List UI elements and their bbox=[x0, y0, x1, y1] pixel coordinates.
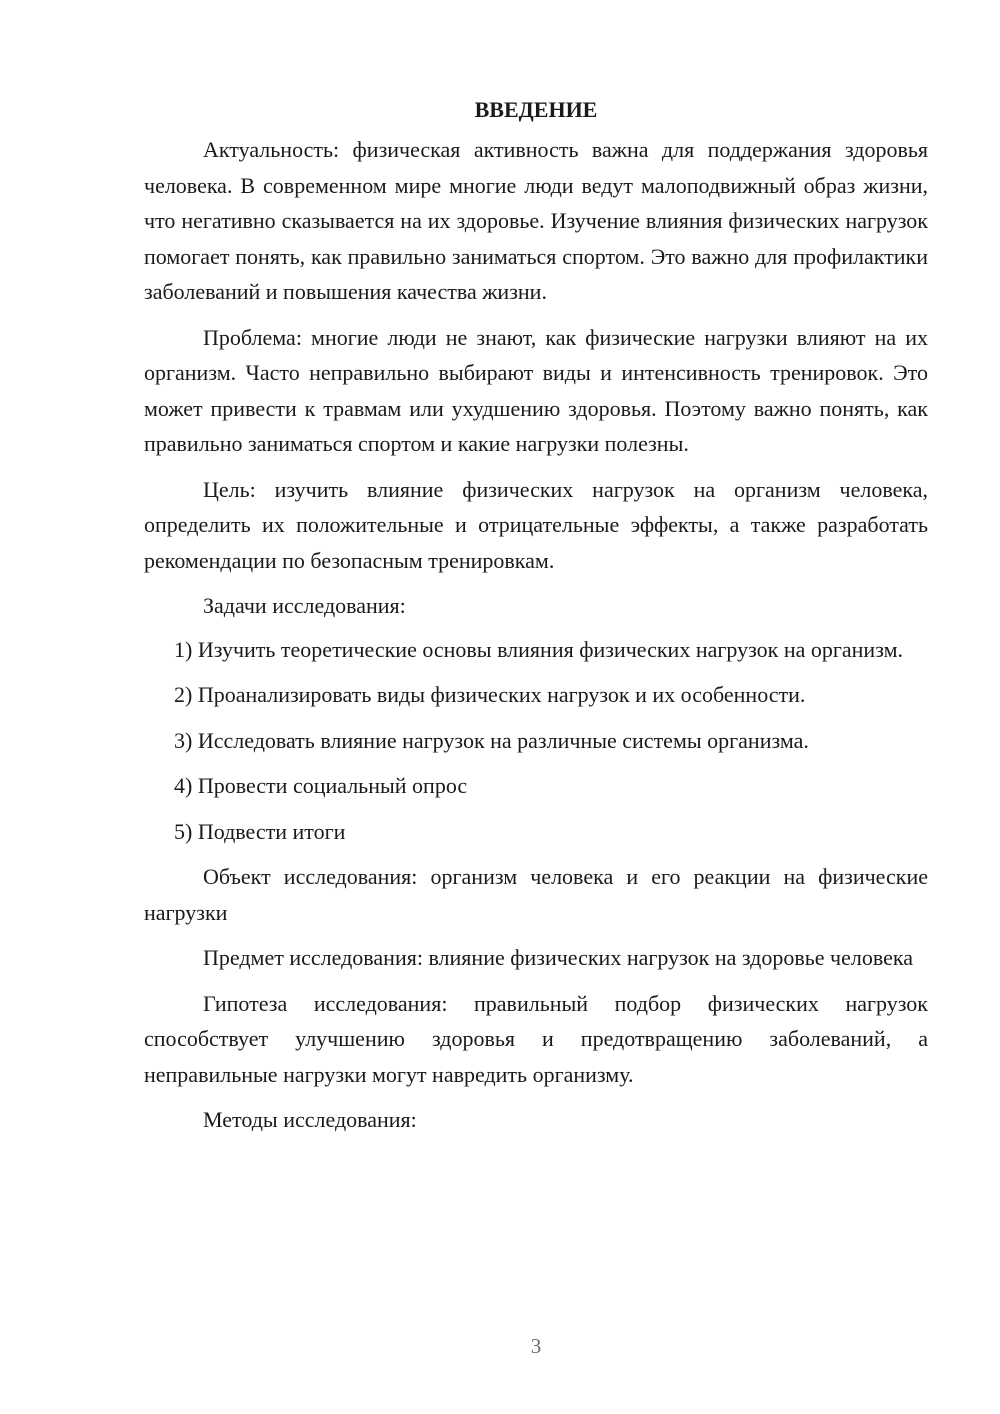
section-title: ВВЕДЕНИЕ bbox=[474, 97, 598, 122]
paragraph-problem: Проблема: многие люди не знают, как физические нагрузки влияют на их организм. Часто неправильно выбирают виды и интенсивность тренировок. Это может привести к травмам или ухудшению здоровья. Поэтому важно понять, как правильно заниматься спортом и какие нагрузки полезны. bbox=[144, 324, 928, 456]
tasks-heading: Задачи исследования: bbox=[203, 593, 406, 618]
page-number: 3 bbox=[530, 1334, 542, 1358]
task-item-3: 3) Исследовать влияние нагрузок на различные системы организма. bbox=[174, 727, 809, 753]
paragraph-methods: Методы исследования: bbox=[203, 1107, 417, 1132]
paragraph-subject: Предмет исследования: влияние физических нагрузок на здоровье человека bbox=[203, 945, 914, 970]
task-item-5: 5) Подвести итоги bbox=[174, 818, 346, 844]
paragraph-hypothesis: Гипотеза исследования: правильный подбор физических нагрузок способствует улучшению здоровья и предотвращению заболеваний, а неправильные нагрузки могут навредить организму. bbox=[144, 990, 928, 1087]
paragraph-goal: Цель: изучить влияние физических нагрузок на организм человека, определить их положительные и отрицательные эффекты, а также разработать рекомендации по безопасным тренировкам. bbox=[144, 476, 928, 573]
paragraph-relevance: Актуальность: физическая активность важна для поддержания здоровья человека. В современном мире многие люди ведут малоподвижный образ жизни, что негативно сказывается на их здоровье. Изучение влияния физических нагрузок помогает понять, как правильно заниматься спортом. Это важно для профилактики заболеваний и повышения качества жизни. bbox=[144, 137, 928, 304]
paragraph-object: Объект исследования: организм человека и его реакции на физические нагрузки bbox=[144, 864, 928, 925]
task-item-2: 2) Проанализировать виды физических нагрузок и их особенности. bbox=[174, 682, 806, 707]
document-page bbox=[144, 92, 928, 1138]
task-item-1: 1) Изучить теоретические основы влияния физических нагрузок на организм. bbox=[174, 636, 904, 662]
tasks-list bbox=[144, 632, 928, 850]
task-item-4: 4) Провести социальный опрос bbox=[174, 773, 468, 798]
